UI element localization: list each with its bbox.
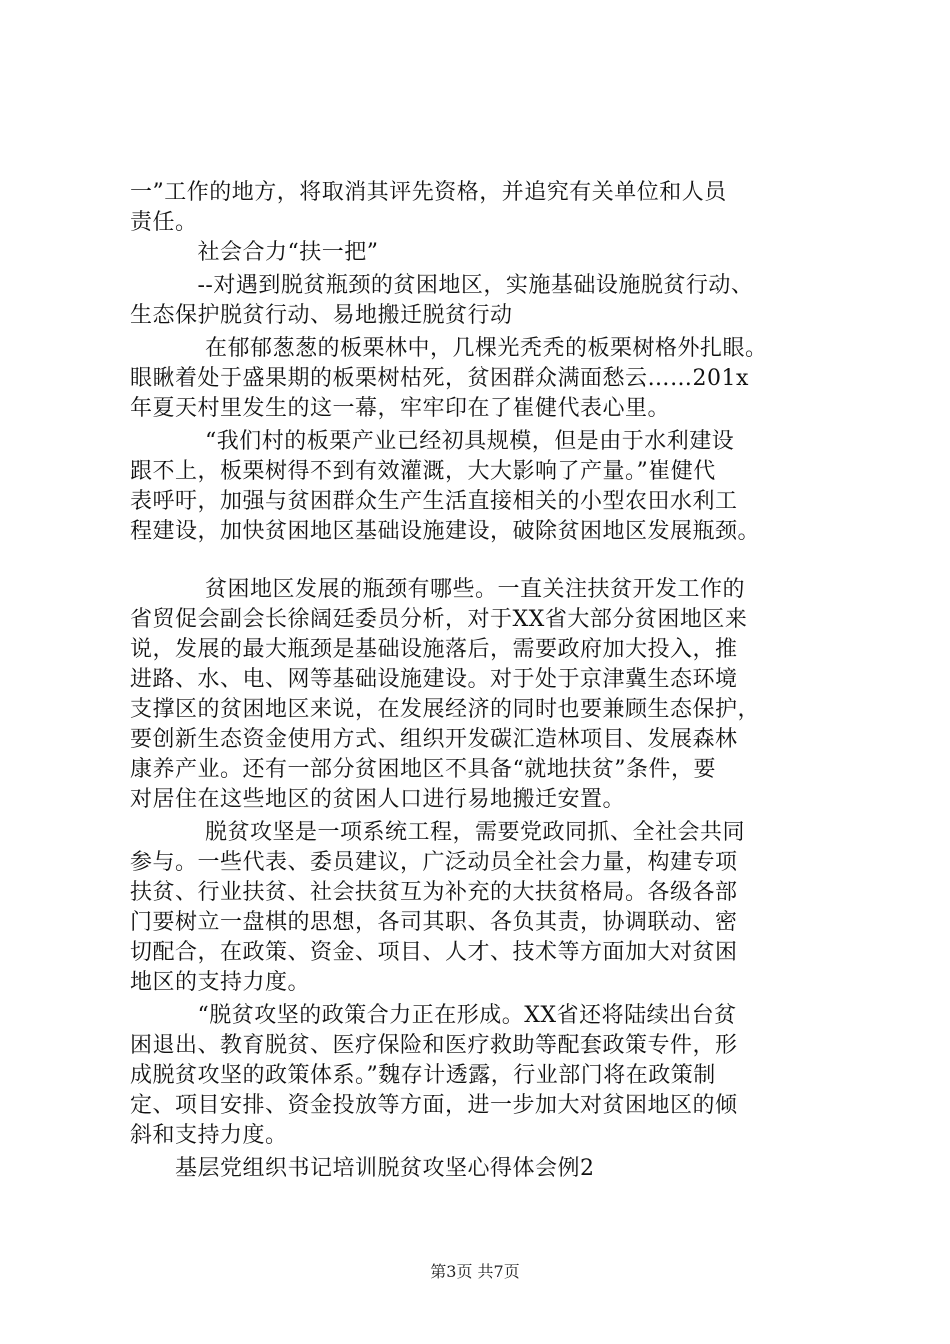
text-line: 一”工作的地方，将取消其评先资格，并追究有关单位和人员 — [130, 180, 727, 205]
section-subtitle: --对遇到脱贫瓶颈的贫困地区，实施基础设施脱贫行动、 — [130, 273, 754, 298]
text-line: 省贸促会副会长徐阔廷委员分析，对于XX省大部分贫困地区来 — [130, 607, 748, 632]
text-line: 表呼吁，加强与贫困群众生产生活直接相关的小型农田水利工 — [130, 489, 738, 514]
text-line: 参与。一些代表、委员建议，广泛动员全社会力量，构建专项 — [130, 850, 738, 875]
text-line: “我们村的板栗产业已经初具规模，但是由于水利建设 — [130, 429, 735, 454]
text-line: 要创新生态资金使用方式、组织开发碳汇造林项目、发展森林 — [130, 727, 738, 752]
text-line: 在郁郁葱葱的板栗林中，几棵光秃秃的板栗树格外扎眼。 — [130, 336, 768, 361]
text-line: 进路、水、电、网等基础设施建设。对于处于京津冀生态环境 — [130, 667, 738, 692]
text-line: 地区的支持力度。 — [130, 970, 311, 995]
text-line: 眼瞅着处于盛果期的板栗树枯死，贫困群众满面愁云……201x — [130, 366, 749, 391]
text-line: 扶贫、行业扶贫、社会扶贫互为补充的大扶贫格局。各级各部 — [130, 880, 738, 905]
text-line: 说，发展的最大瓶颈是基础设施落后，需要政府加大投入，推 — [130, 637, 738, 662]
section-heading: 基层党组织书记培训脱贫攻坚心得体会例2 — [130, 1156, 595, 1181]
text-line: 成脱贫攻坚的政策体系。”魏存计透露，行业部门将在政策制 — [130, 1063, 716, 1088]
text-line: 康养产业。还有一部分贫困地区不具备“就地扶贫”条件，要 — [130, 757, 716, 782]
text-line: “脱贫攻坚的政策合力正在形成。XX省还将陆续出台贫 — [130, 1003, 737, 1028]
text-line: 脱贫攻坚是一项系统工程，需要党政同抓、全社会共同 — [130, 820, 745, 845]
text-line: 支撑区的贫困地区来说，在发展经济的同时也要兼顾生态保护， — [130, 697, 761, 722]
section-heading: 社会合力“扶一把” — [130, 240, 379, 265]
text-line: 跟不上，板栗树得不到有效灌溉，大大影响了产量。”崔健代 — [130, 459, 716, 484]
text-line: 斜和支持力度。 — [130, 1123, 288, 1148]
page-number-footer: 第3页 共7页 — [430, 1262, 520, 1281]
text-line: 责任。 — [130, 210, 198, 235]
text-line: 程建设，加快贫困地区基础设施建设，破除贫困地区发展瓶颈。 — [130, 519, 761, 544]
text-line: 贫困地区发展的瓶颈有哪些。一直关注扶贫开发工作的 — [130, 577, 745, 602]
text-line: 门要树立一盘棋的思想，各司其职、各负其责，协调联动、密 — [130, 910, 738, 935]
section-subtitle: 生态保护脱贫行动、易地搬迁脱贫行动 — [130, 303, 513, 328]
text-line: 年夏天村里发生的这一幕，牢牢印在了崔健代表心里。 — [130, 396, 671, 421]
text-line: 困退出、教育脱贫、医疗保险和医疗救助等配套政策专件，形 — [130, 1033, 738, 1058]
text-line: 切配合，在政策、资金、项目、人才、技术等方面加大对贫困 — [130, 940, 738, 965]
text-line: 定、项目安排、资金投放等方面，进一步加大对贫困地区的倾 — [130, 1093, 738, 1118]
text-line: 对居住在这些地区的贫困人口进行易地搬迁安置。 — [130, 787, 626, 812]
